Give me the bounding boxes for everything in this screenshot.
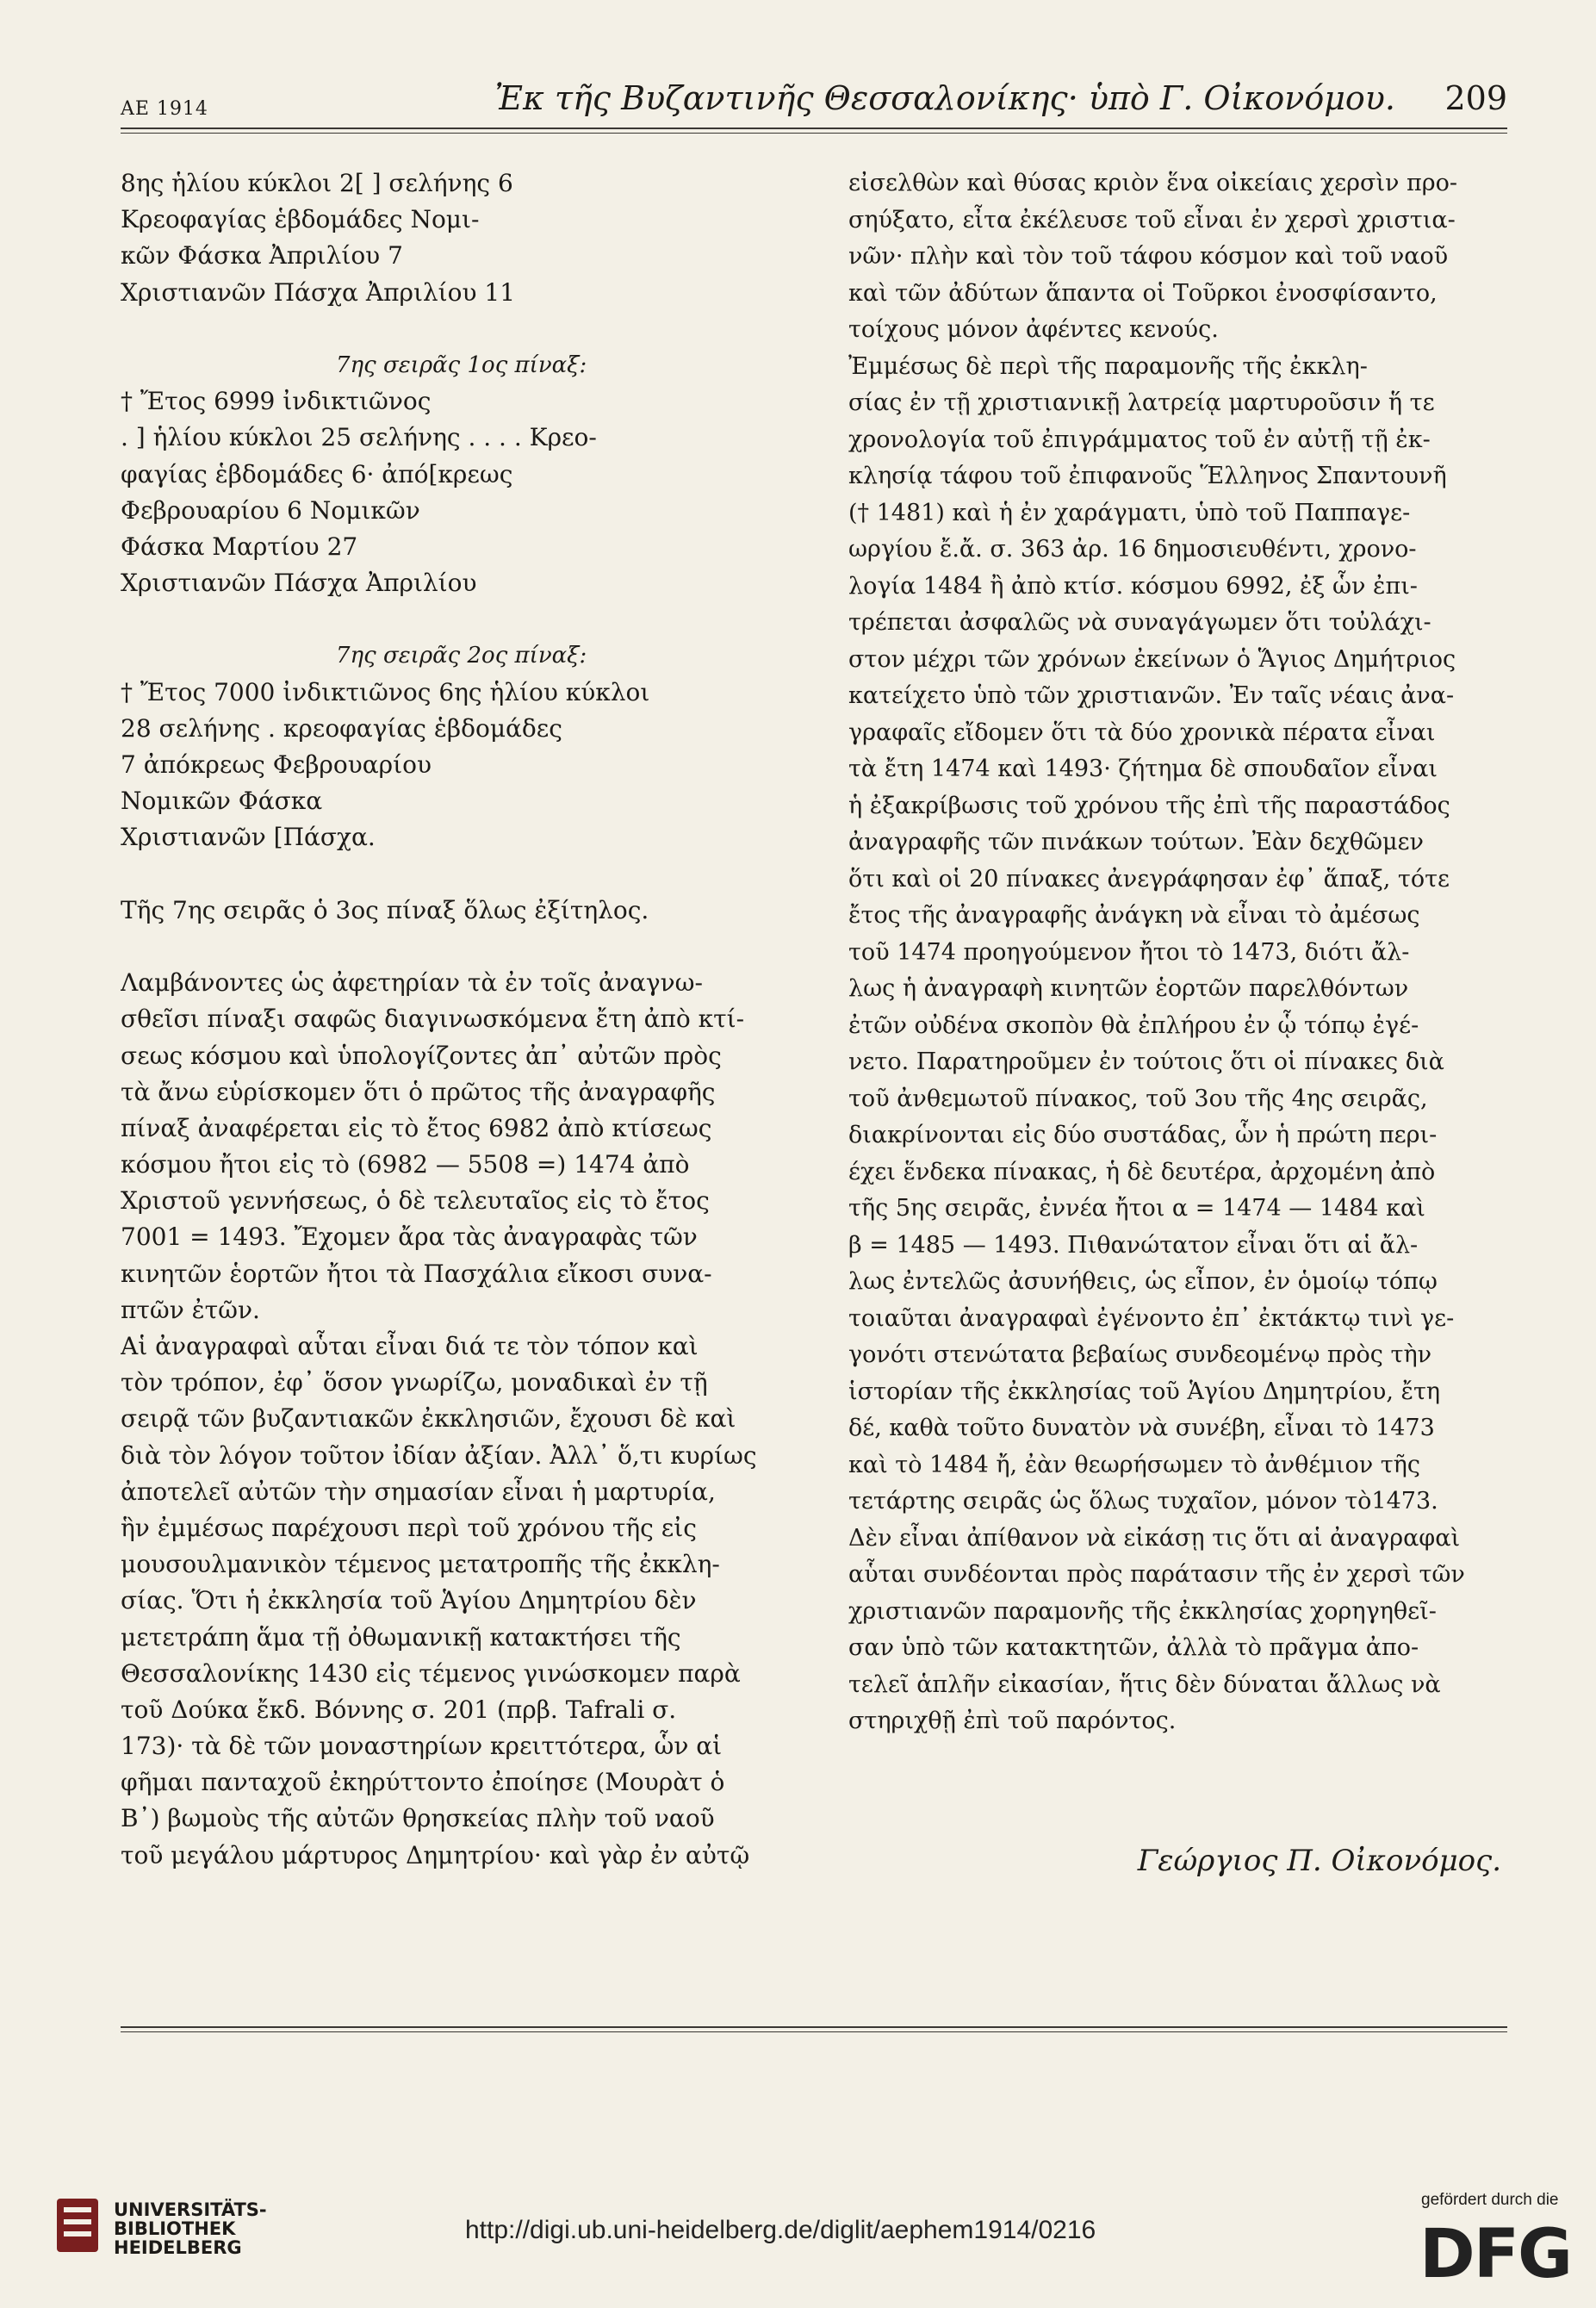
text-line: († 1481) καὶ ἡ ἐν χαράγματι, ὑπὸ τοῦ Παππαγε- xyxy=(848,499,1411,526)
text-line: τελεῖ ἁπλῆν εἰκασίαν, ἥτις δὲν δύναται ἄλλως νὰ xyxy=(848,1670,1441,1698)
text-line: μουσουλμανικὸν τέμενος μετατροπῆς τῆς ἐκκλη- xyxy=(121,1550,720,1579)
footer-rule xyxy=(121,2026,1507,2028)
running-header xyxy=(121,79,1507,122)
text-line: β = 1485 — 1493. Πιθανώτατον εἶναι ὅτι αἱ ἄλ- xyxy=(848,1231,1419,1259)
text-line: σίας. Ὅτι ἡ ἐκκλησία τοῦ Ἁγίου Δημητρίου δὲν xyxy=(121,1586,697,1615)
text-line: ἡ ἐξακρίβωσις τοῦ χρόνου τῆς ἐπὶ τῆς παραστάδος xyxy=(848,792,1450,819)
permalink[interactable]: http://digi.ub.uni-heidelberg.de/diglit/aephem1914/0216 xyxy=(465,2216,1096,2244)
text-line: Λαμβάνοντες ὡς ἀφετηρίαν τὰ ἐν τοῖς ἀναγνω- xyxy=(121,968,703,998)
text-line: Χριστιανῶν [Πάσχα. xyxy=(121,823,376,852)
text-line: τοῦ Δούκα ἔκδ. Βόννης σ. 201 (πρβ. Tafrali σ. xyxy=(121,1695,677,1724)
text-line: ἱστορίαν τῆς ἐκκλησίας τοῦ Ἁγίου Δημητρίου, ἔτη xyxy=(848,1378,1441,1405)
text-line: Θεσσαλονίκης 1430 εἰς τέμενος γινώσκομεν παρὰ xyxy=(121,1658,741,1688)
text-line: 7 ἀπόκρεως Φεβρουαρίου xyxy=(121,750,432,779)
text-line: ἀποτελεῖ αὐτῶν τὴν σημασίαν εἶναι ἡ μαρτυρία, xyxy=(121,1477,716,1506)
text-line: 28 σελήνης . κρεοφαγίας ἑβδομάδες xyxy=(121,713,562,743)
text-line: φαγίας ἑβδομάδες 6· ἀπό[κρεως xyxy=(121,459,513,488)
text-line: † Ἔτος 7000 ἰνδικτιῶνος 6ης ἡλίου κύκλοι xyxy=(121,677,650,706)
table-caption: 7ης σειρᾶς 2ος πίναξ: xyxy=(336,643,587,669)
text-line: τοῦ μεγάλου μάρτυρος Δημητρίου· καὶ γὰρ ἐν αὐτῷ xyxy=(121,1840,750,1869)
text-line: λως ἡ ἀναγραφὴ κινητῶν ἑορτῶν παρελθόντων xyxy=(848,975,1409,1002)
text-line: Ἐμμέσως δὲ περὶ τῆς παραμονῆς τῆς ἐκκλη- xyxy=(848,352,1368,380)
text-line: Νομικῶν Φάσκα xyxy=(121,787,323,816)
text-line: τοίχους μόνον ἀφέντες κενούς. xyxy=(848,316,1219,343)
library-line: HEIDELBERG xyxy=(114,2237,242,2258)
text-line: τῆς 5ης σειρᾶς, ἐννέα ἤτοι α = 1474 — 1484 καὶ xyxy=(848,1195,1425,1222)
text-line: κινητῶν ἑορτῶν ἤτοι τὰ Πασχάλια εἴκοσι συνα- xyxy=(121,1259,712,1288)
text-line: ἔτος τῆς ἀναγραφῆς ἀνάγκη νὰ εἶναι τὸ ἀμέσως xyxy=(848,902,1420,929)
right-column xyxy=(848,165,1512,1740)
text-line: στον μέχρι τῶν χρόνων ἐκείνων ὁ Ἅγιος Δημήτριος xyxy=(848,645,1456,673)
page-number: 209 xyxy=(1444,79,1507,117)
text-line: Φεβρουαρίου 6 Νομικῶν xyxy=(121,495,420,525)
text-line: λογία 1484 ἢ ἀπὸ κτίσ. κόσμου 6992, ἐξ ὧν ἐπι- xyxy=(848,572,1418,600)
text-line: ωργίου ἔ.ἄ. σ. 363 ἀρ. 16 δημοσιευθέντι, χρονο- xyxy=(848,536,1417,563)
text-line: ὅτι καὶ οἱ 20 πίνακες ἀνεγράφησαν ἐφ᾽ ἅπαξ, τότε xyxy=(848,865,1450,893)
footer-rule-thin xyxy=(121,2031,1507,2032)
library-line: BIBLIOTHEK xyxy=(114,2218,236,2239)
text-line: τοῦ ἀνθεμωτοῦ πίνακος, τοῦ 3ου τῆς 4ης σειρᾶς, xyxy=(848,1085,1428,1112)
text-line xyxy=(121,601,801,638)
text-line: σθεῖσι πίναξι σαφῶς διαγινωσκόμενα ἔτη ἀπὸ κτί- xyxy=(121,1005,745,1034)
text-line: φῆμαι πανταχοῦ ἐκηρύττοντο ἐποίησε (Μουρὰτ ὁ xyxy=(121,1768,725,1797)
left-column xyxy=(121,165,801,1874)
text-line: Φάσκα Μαρτίου 27 xyxy=(121,532,358,561)
text-line: σηύξατο, εἶτα ἐκέλευσε τοῦ εἶναι ἐν χερσὶ χριστια- xyxy=(848,206,1456,233)
text-line: τὰ ἔτη 1474 καὶ 1493· ζήτημα δὲ σπουδαῖον εἶναι xyxy=(848,756,1438,782)
text-line: πτῶν ἐτῶν. xyxy=(121,1295,260,1324)
text-line: διὰ τὸν λόγον τοῦτον ἰδίαν ἀξίαν. Ἀλλ᾽ ὅ,τι κυρίως xyxy=(121,1440,757,1470)
text-line: στηριχθῇ ἐπὶ τοῦ παρόντος. xyxy=(848,1708,1177,1734)
text-line: καὶ τὸ 1484 ἤ, ἐὰν θεωρήσωμεν τὸ ἀνθέμιον τῆς xyxy=(848,1451,1420,1478)
text-line: καὶ τῶν ἀδύτων ἅπαντα οἱ Τοῦρκοι ἐνοσφίσαντο, xyxy=(848,279,1438,307)
text-line: έχει ἕνδεκα πίνακας, ἡ δὲ δευτέρα, ἀρχομένη ἀπὸ xyxy=(848,1158,1436,1185)
header-rule xyxy=(121,128,1507,129)
text-line: σαν ὑπὸ τῶν κατακτητῶν, ἀλλὰ τὸ πρᾶγμα ἀπο- xyxy=(848,1634,1419,1661)
library-line: UNIVERSITÄTS- xyxy=(114,2199,267,2220)
library-seal-icon xyxy=(53,2195,102,2255)
text-line: ἣν ἐμμέσως παρέχουσι περὶ τοῦ χρόνου τῆς εἰς xyxy=(121,1513,697,1542)
text-line: μετετράπη ἅμα τῇ ὀθωμανικῇ κατακτήσει τῆς xyxy=(121,1622,681,1652)
text-line: πίναξ ἀναφέρεται εἰς τὸ ἔτος 6982 ἀπὸ κτίσεως xyxy=(121,1113,712,1142)
text-line: διακρίνονται εἰς δύο συστάδας, ὧν ἡ πρώτη περι- xyxy=(848,1122,1438,1148)
library-logo xyxy=(53,2195,277,2264)
dfg-logo: DFG xyxy=(1419,2216,1572,2293)
text-line: γραφαῖς εἴδομεν ὅτι τὰ δύο χρονικὰ πέρατα εἶναι xyxy=(848,719,1436,746)
text-line: 173)· τὰ δὲ τῶν μοναστηρίων κρειττότερα, ὧν αἱ xyxy=(121,1732,723,1761)
text-line: ἀναγραφῆς τῶν πινάκων τούτων. Ἐὰν δεχθῶμεν xyxy=(848,829,1424,855)
text-line: Αἱ ἀναγραφαὶ αὗται εἶναι διά τε τὸν τόπον καὶ xyxy=(121,1332,699,1360)
text-line: χρονολογία τοῦ ἐπιγράμματος τοῦ ἐν αὐτῇ τῇ ἐκ- xyxy=(848,426,1431,453)
text-line: χριστιανῶν παραμονῆς τῆς ἐκκλησίας χορηγηθεῖ- xyxy=(848,1597,1437,1625)
text-line: Χριστιανῶν Πάσχα Ἀπριλίου xyxy=(121,569,477,598)
table-caption: 7ης σειρᾶς 1ος πίναξ: xyxy=(336,351,587,378)
text-line: δέ, καθὰ τοῦτο δυνατὸν νὰ συνέβη, εἶναι τὸ 1473 xyxy=(848,1415,1435,1441)
text-line: τοῦ 1474 προηγούμενον ἤτοι τὸ 1473, διότι ἄλ- xyxy=(848,938,1410,966)
text-line: κόσμου ἤτοι εἰς τὸ (6982 — 5508 =) 1474 ἀπὸ xyxy=(121,1150,690,1179)
text-line: κῶν Φάσκα Ἀπριλίου 7 xyxy=(121,241,403,271)
text-line: τετάρτης σειρᾶς ὡς ὅλως τυχαῖον, μόνον τὸ1473. xyxy=(848,1488,1438,1515)
text-line: γονότι στενώτατα βεβαίως συνδεομένῳ πρὸς τὴν xyxy=(848,1341,1432,1368)
text-line: σίας ἐν τῇ χριστιανικῇ λατρείᾳ μαρτυροῦσιν ἥ τε xyxy=(848,389,1435,416)
text-line: κλησίᾳ τάφου τοῦ ἐπιφανοῦς Ἕλληνος Σπαντουνῆ xyxy=(848,463,1447,489)
running-title: Ἐκ τῆς Βυζαντινῆς Θεσσαλονίκης· ὑπὸ Γ. Οἰκονόμου. xyxy=(494,79,1395,117)
header-rule-thin xyxy=(121,133,1507,134)
text-line: Χριστιανῶν Πάσχα Ἀπριλίου 11 xyxy=(121,277,516,307)
text-line: σεως κόσμου καὶ ὑπολογίζοντες ἀπ᾽ αὐτῶν πρὸς xyxy=(121,1041,722,1070)
text-line: Δὲν εἶναι ἀπίθανον νὰ εἰκάσῃ τις ὅτι αἱ ἀναγραφαὶ xyxy=(848,1524,1461,1552)
text-line: τὰ ἄνω εὑρίσκομεν ὅτι ὁ πρῶτος τῆς ἀναγραφῆς xyxy=(121,1077,716,1106)
text-line: Χριστοῦ γεννήσεως, ὁ δὲ τελευταῖος εἰς τὸ ἔτος xyxy=(121,1186,710,1216)
text-line: 7001 = 1493. Ἔχομεν ἄρα τὰς ἀναγραφὰς τῶν xyxy=(121,1222,698,1252)
text-line: κατείχετο ὑπὸ τῶν χριστιανῶν. Ἐν ταῖς νέαις ἀνα- xyxy=(848,682,1455,709)
text-line: Τῆς 7ης σειρᾶς ὁ 3ος πίναξ ὅλως ἐξίτηλος. xyxy=(121,895,649,924)
text-line: νετο. Παρατηροῦμεν ἐν τούτοις ὅτι οἱ πίνακες διὰ xyxy=(848,1048,1444,1075)
text-line: τρέπεται ἀσφαλῶς νὰ συναγάγωμεν ὅτι τοὐλάχι- xyxy=(848,609,1431,636)
text-line: Β᾽) βωμοὺς τῆς αὐτῶν θρησκείας πλὴν τοῦ ναοῦ xyxy=(121,1804,715,1833)
journal-abbrev: ΑΕ 1914 xyxy=(121,98,208,120)
library-name xyxy=(114,2200,267,2257)
text-line: τοιαῦται ἀναγραφαὶ ἐγένοντο ἐπ᾽ ἐκτάκτῳ τινὶ γε- xyxy=(848,1304,1455,1332)
text-line: 8ης ἡλίου κύκλοι 2[ ] σελήνης 6 xyxy=(121,169,513,197)
text-line xyxy=(121,929,801,965)
author-signature: Γεώργιος Π. Οἰκονόμος. xyxy=(1137,1844,1501,1878)
text-line xyxy=(121,311,801,347)
funding-caption: gefördert durch die xyxy=(1421,2191,1559,2209)
text-line xyxy=(121,856,801,893)
text-line: εἰσελθὼν καὶ θύσας κριὸν ἕνα οἰκείαις χερσὶν προ- xyxy=(848,170,1458,196)
text-line: σειρᾷ τῶν βυζαντιακῶν ἐκκλησιῶν, ἔχουσι δὲ καὶ xyxy=(121,1404,736,1434)
text-line: ἐτῶν οὐδένα σκοπὸν θὰ ἐπλήρου ἐν ᾧ τόπῳ ἐγέ- xyxy=(848,1011,1419,1039)
text-line: † Ἔτος 6999 ἰνδικτιῶνος xyxy=(121,387,432,416)
text-line: λως ἐντελῶς ἀσυνήθεις, ὡς εἶπον, ἐν ὁμοίῳ τόπῳ xyxy=(848,1268,1438,1295)
text-line: αὗται συνδέονται πρὸς παράτασιν τῆς ἐν χερσὶ τῶν xyxy=(848,1561,1465,1588)
text-line: . ] ἡλίου κύκλοι 25 σελήνης . . . . Κρεο- xyxy=(121,423,597,452)
text-line: τὸν τρόπον, ἐφ᾽ ὅσον γνωρίζω, μοναδικαὶ ἐν τῇ xyxy=(121,1368,708,1397)
text-line: Κρεοφαγίας ἑβδομάδες Νομι- xyxy=(121,205,480,234)
text-line: νῶν· πλὴν καὶ τὸν τοῦ τάφου κόσμον καὶ τοῦ ναοῦ xyxy=(848,243,1449,270)
